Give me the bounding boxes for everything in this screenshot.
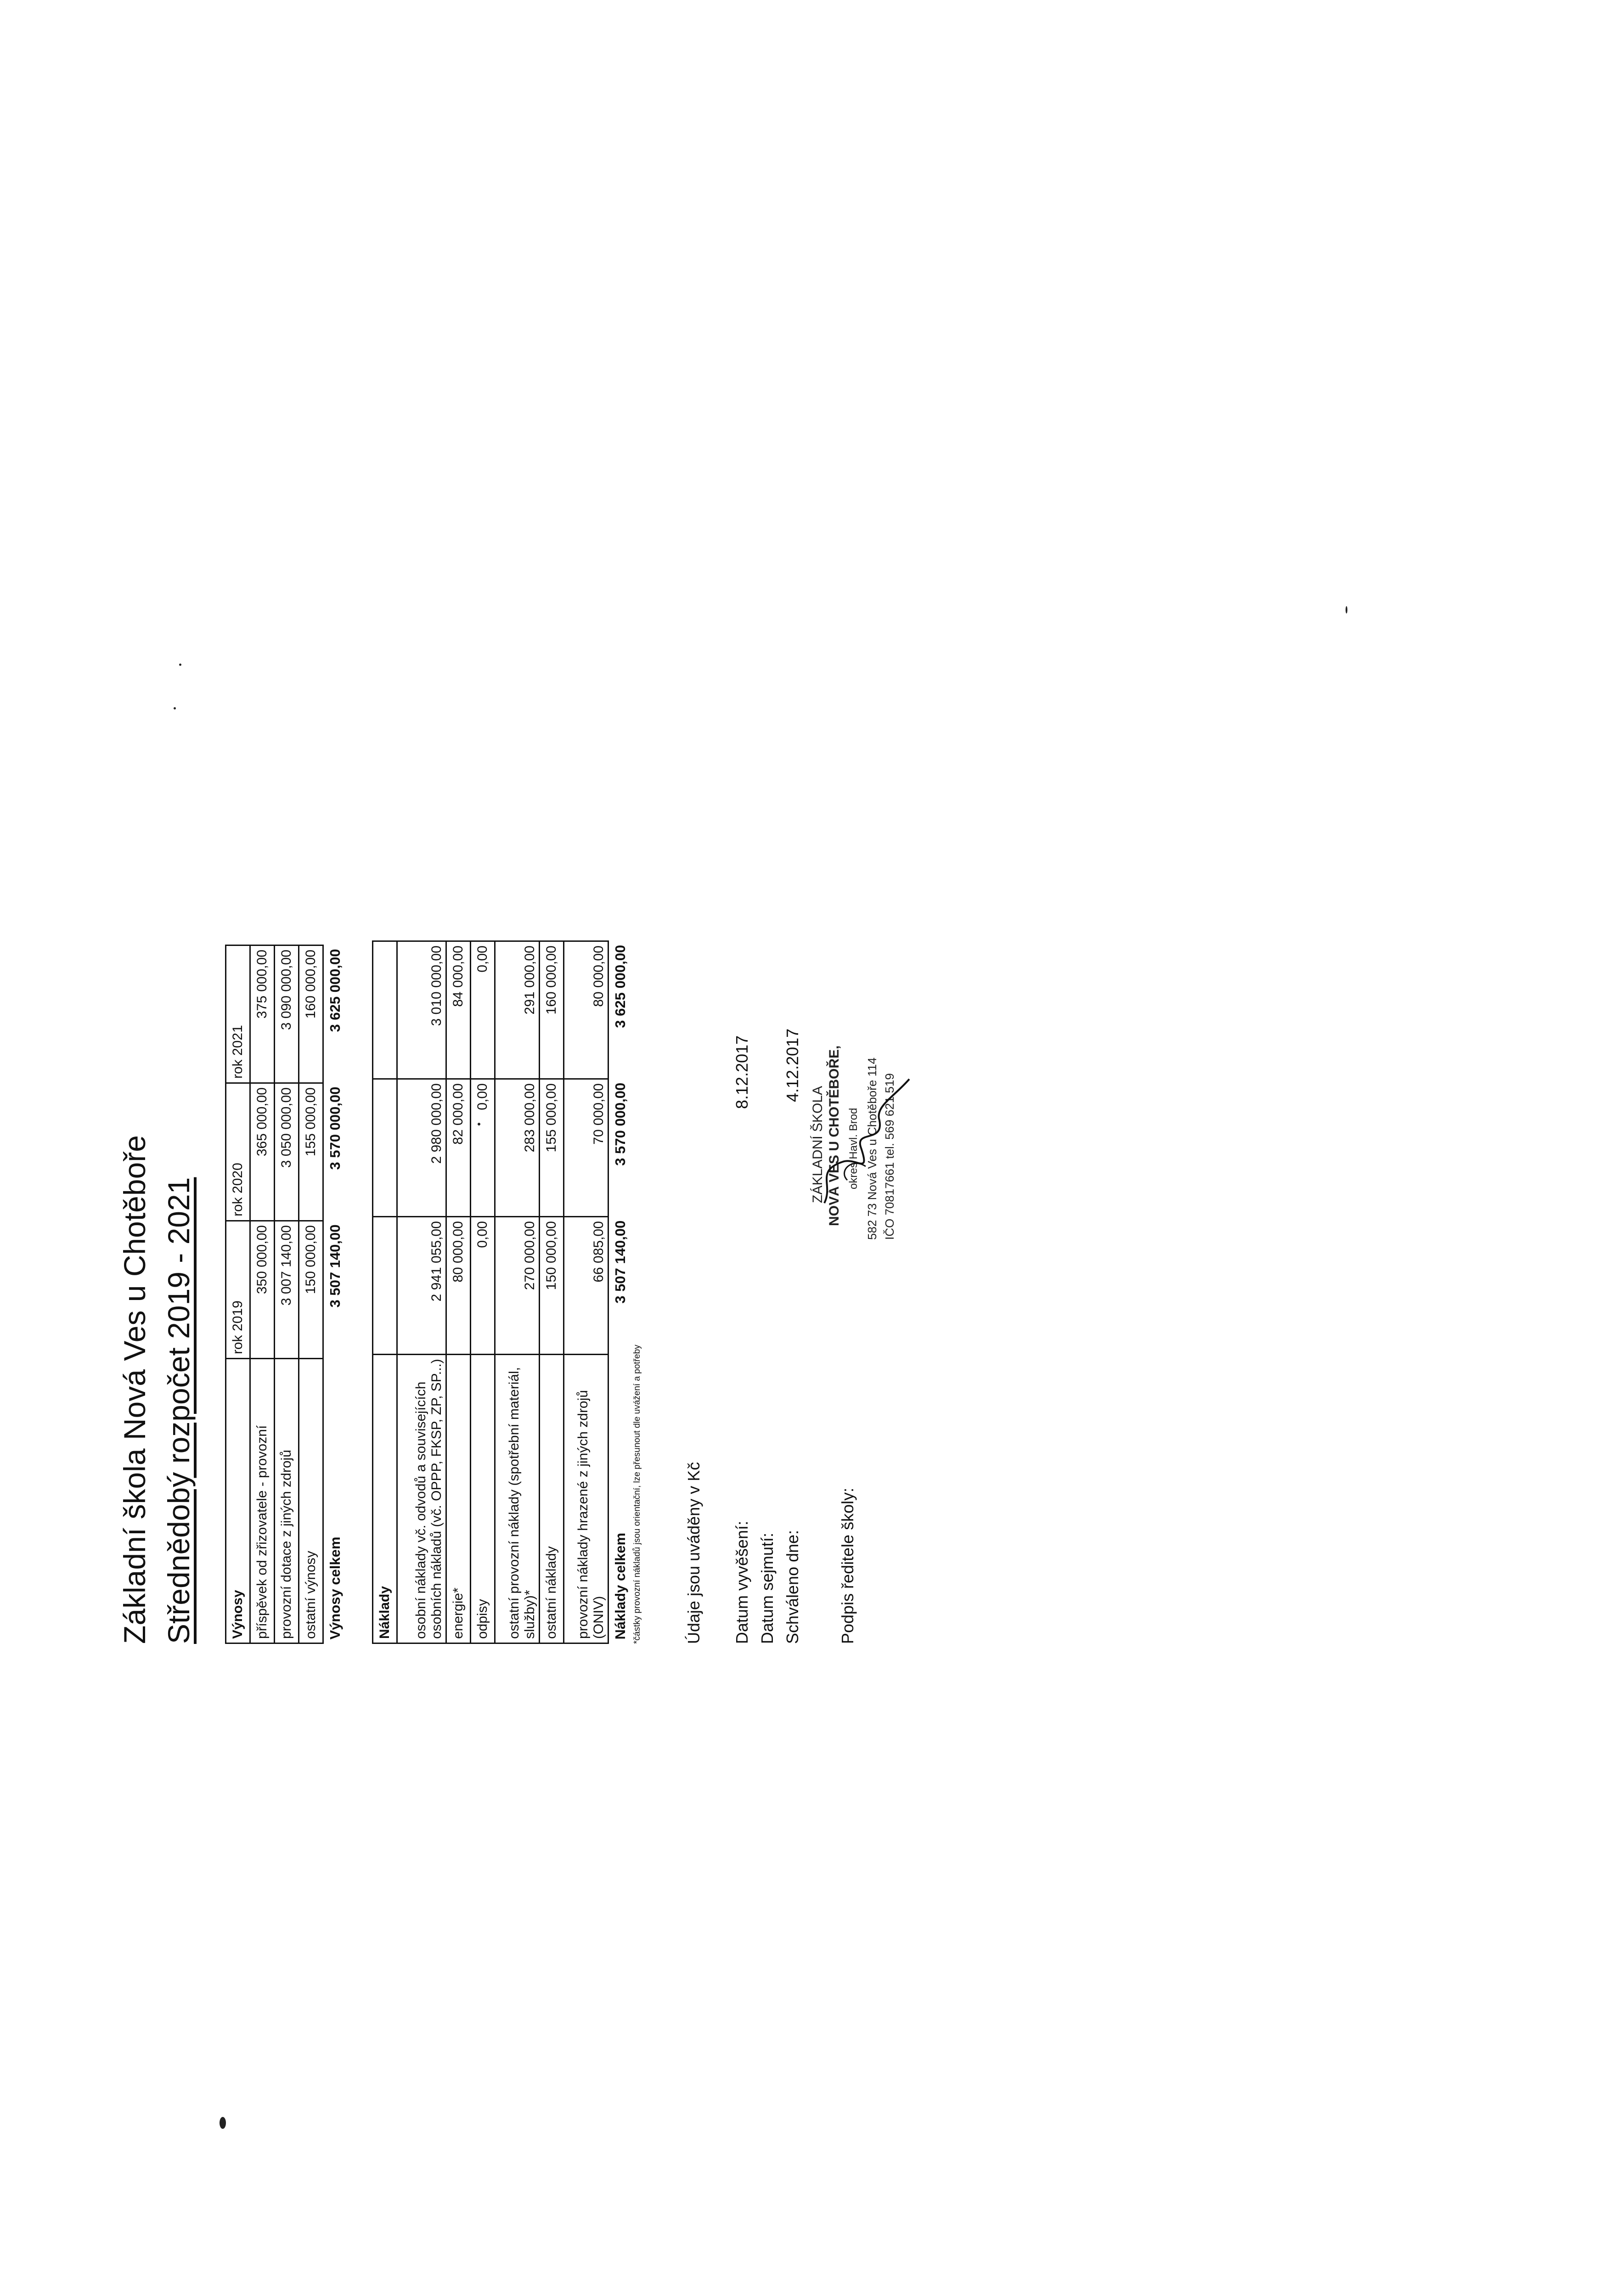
school-stamp (811, 1047, 912, 1240)
document-title: Základní škola Nová Ves u Chotěboře (118, 1135, 152, 1644)
cell-2019: 270 000,00 (495, 1217, 540, 1355)
approved-date-label: Schváleno dne: (783, 1530, 802, 1644)
removed-date-label: Datum sejmutí: (758, 1532, 777, 1644)
row-label: ostatní náklady (540, 1355, 564, 1643)
total-label: Výnosy celkem (327, 1536, 343, 1640)
row-label (495, 1355, 540, 1643)
cell-2020: 155 000,00 (299, 1083, 323, 1221)
row-label: provozní dotace z jiných zdrojů (275, 1359, 299, 1643)
table-row (397, 941, 446, 1643)
document-subtitle: Střednědobý rozpočet 2019 - 2021 (162, 1177, 196, 1644)
total-2021: 3 625 000,00 (612, 945, 628, 1028)
empty-cell (373, 941, 397, 1079)
cell-2020: 365 000,00 (250, 1083, 275, 1221)
row-label (564, 1355, 608, 1643)
scan-speck (478, 1123, 480, 1125)
row-label: ostatní výnosy (299, 1359, 323, 1643)
stamp-line-3: okres Havl. Brod (847, 1108, 860, 1189)
revenue-total-row (323, 945, 347, 1643)
scan-speck (220, 2117, 226, 2129)
table-row (250, 945, 275, 1643)
revenue-header-2021: rok 2021 (226, 945, 250, 1083)
table-row (564, 941, 608, 1643)
total-2020: 3 570 000,00 (327, 1086, 343, 1170)
revenue-header-label: Výnosy (226, 1359, 250, 1643)
cell-2020: 155 000,00 (540, 1079, 564, 1217)
revenue-table (225, 945, 347, 1644)
cost-table (372, 940, 632, 1644)
table-row (275, 945, 299, 1643)
row-label-line1: ostatní provozní náklady (spotřební materiál, (507, 1367, 522, 1639)
scan-speck (174, 707, 176, 709)
table-row (540, 941, 564, 1643)
cell-2019: 150 000,00 (540, 1217, 564, 1355)
cell-2021: 291 000,00 (495, 941, 540, 1079)
cell-2019: 3 007 140,00 (275, 1221, 299, 1359)
row-label: odpisy (471, 1355, 495, 1643)
table-row (446, 941, 471, 1643)
total-2019: 3 507 140,00 (612, 1220, 628, 1304)
cell-2021: 84 000,00 (446, 941, 471, 1079)
signature-label: Podpis ředitele školy: (838, 1487, 857, 1644)
cell-2021: 0,00 (471, 941, 495, 1079)
table-row (299, 945, 323, 1643)
cell-2019: 350 000,00 (250, 1221, 275, 1359)
cell-2019: 80 000,00 (446, 1217, 471, 1355)
row-label-line2: osobních nákladů (vč. OPPP, FKSP, ZP, SP...) (429, 1359, 444, 1639)
cell-2021: 3 010 000,00 (397, 941, 446, 1079)
revenue-header-2019: rok 2019 (226, 1221, 250, 1359)
total-2019: 3 507 140,00 (327, 1224, 343, 1308)
table-row (495, 941, 540, 1643)
row-label: energie* (446, 1355, 471, 1643)
total-2020: 3 570 000,00 (612, 1082, 628, 1166)
cell-2020: 2 980 000,00 (397, 1079, 446, 1217)
revenue-header-row (226, 945, 250, 1643)
row-label: příspěvek od zřizovatele - provozní (250, 1359, 275, 1643)
cell-2020: 283 000,00 (495, 1079, 540, 1217)
row-label-line1: osobní náklady vč. odvodů a souvisejících (413, 1381, 428, 1639)
stamp-line-4: 582 73 Nová Ves u Chotěboře 114 (865, 1057, 879, 1240)
empty-cell (373, 1217, 397, 1355)
cost-footnote: *částky provozní nákladů jsou orientační, lze přesunout dle uvážení a potřeby (632, 1345, 642, 1644)
scan-speck (179, 664, 181, 666)
row-label (397, 1355, 446, 1643)
cell-2021: 80 000,00 (564, 941, 608, 1079)
table-row (471, 941, 495, 1643)
cell-2019: 2 941 055,00 (397, 1217, 446, 1355)
units-note: Údaje jsou uváděny v Kč (684, 1462, 703, 1644)
cell-2020: 3 050 000,00 (275, 1083, 299, 1221)
total-2021: 3 625 000,00 (327, 949, 343, 1032)
stamp-line-5: IČO 70817661 tel. 569 621 519 (883, 1073, 896, 1240)
cell-2020: 82 000,00 (446, 1079, 471, 1217)
stamp-line-1: ZÁKLADNÍ ŠKOLA (810, 1086, 825, 1203)
row-label-line2: služby)* (522, 1590, 537, 1639)
cell-2019: 0,00 (471, 1217, 495, 1355)
cell-2020: 0,00 (471, 1079, 495, 1217)
cell-2021: 375 000,00 (250, 945, 275, 1083)
cell-2021: 160 000,00 (299, 945, 323, 1083)
cell-2021: 3 090 000,00 (275, 945, 299, 1083)
revenue-header-2020: rok 2020 (226, 1083, 250, 1221)
stamp-line-2: NOVÁ VES U CHOTĚBOŘE, (827, 1045, 842, 1226)
row-label-line1: provozní náklady hrazené z jiných zdrojů (575, 1390, 591, 1639)
scan-speck (1346, 606, 1347, 613)
total-label: Náklady celkem (612, 1532, 628, 1640)
cost-header-row (373, 941, 397, 1643)
posted-date-value: 8.12.2017 (732, 1035, 751, 1109)
cell-2020: 70 000,00 (564, 1079, 608, 1217)
row-label-line2: (ONIV) (591, 1596, 606, 1639)
cost-total-row (608, 941, 632, 1643)
document-sheet (117, 266, 921, 1644)
cell-2019: 66 085,00 (564, 1217, 608, 1355)
cell-2021: 160 000,00 (540, 941, 564, 1079)
signature-icon (806, 1075, 912, 1212)
cost-header-label: Náklady (373, 1355, 397, 1643)
cell-2019: 150 000,00 (299, 1221, 323, 1359)
posted-date-label: Datum vyvěšení: (732, 1520, 751, 1644)
empty-cell (373, 1079, 397, 1217)
approved-date-value: 4.12.2017 (783, 1028, 802, 1102)
